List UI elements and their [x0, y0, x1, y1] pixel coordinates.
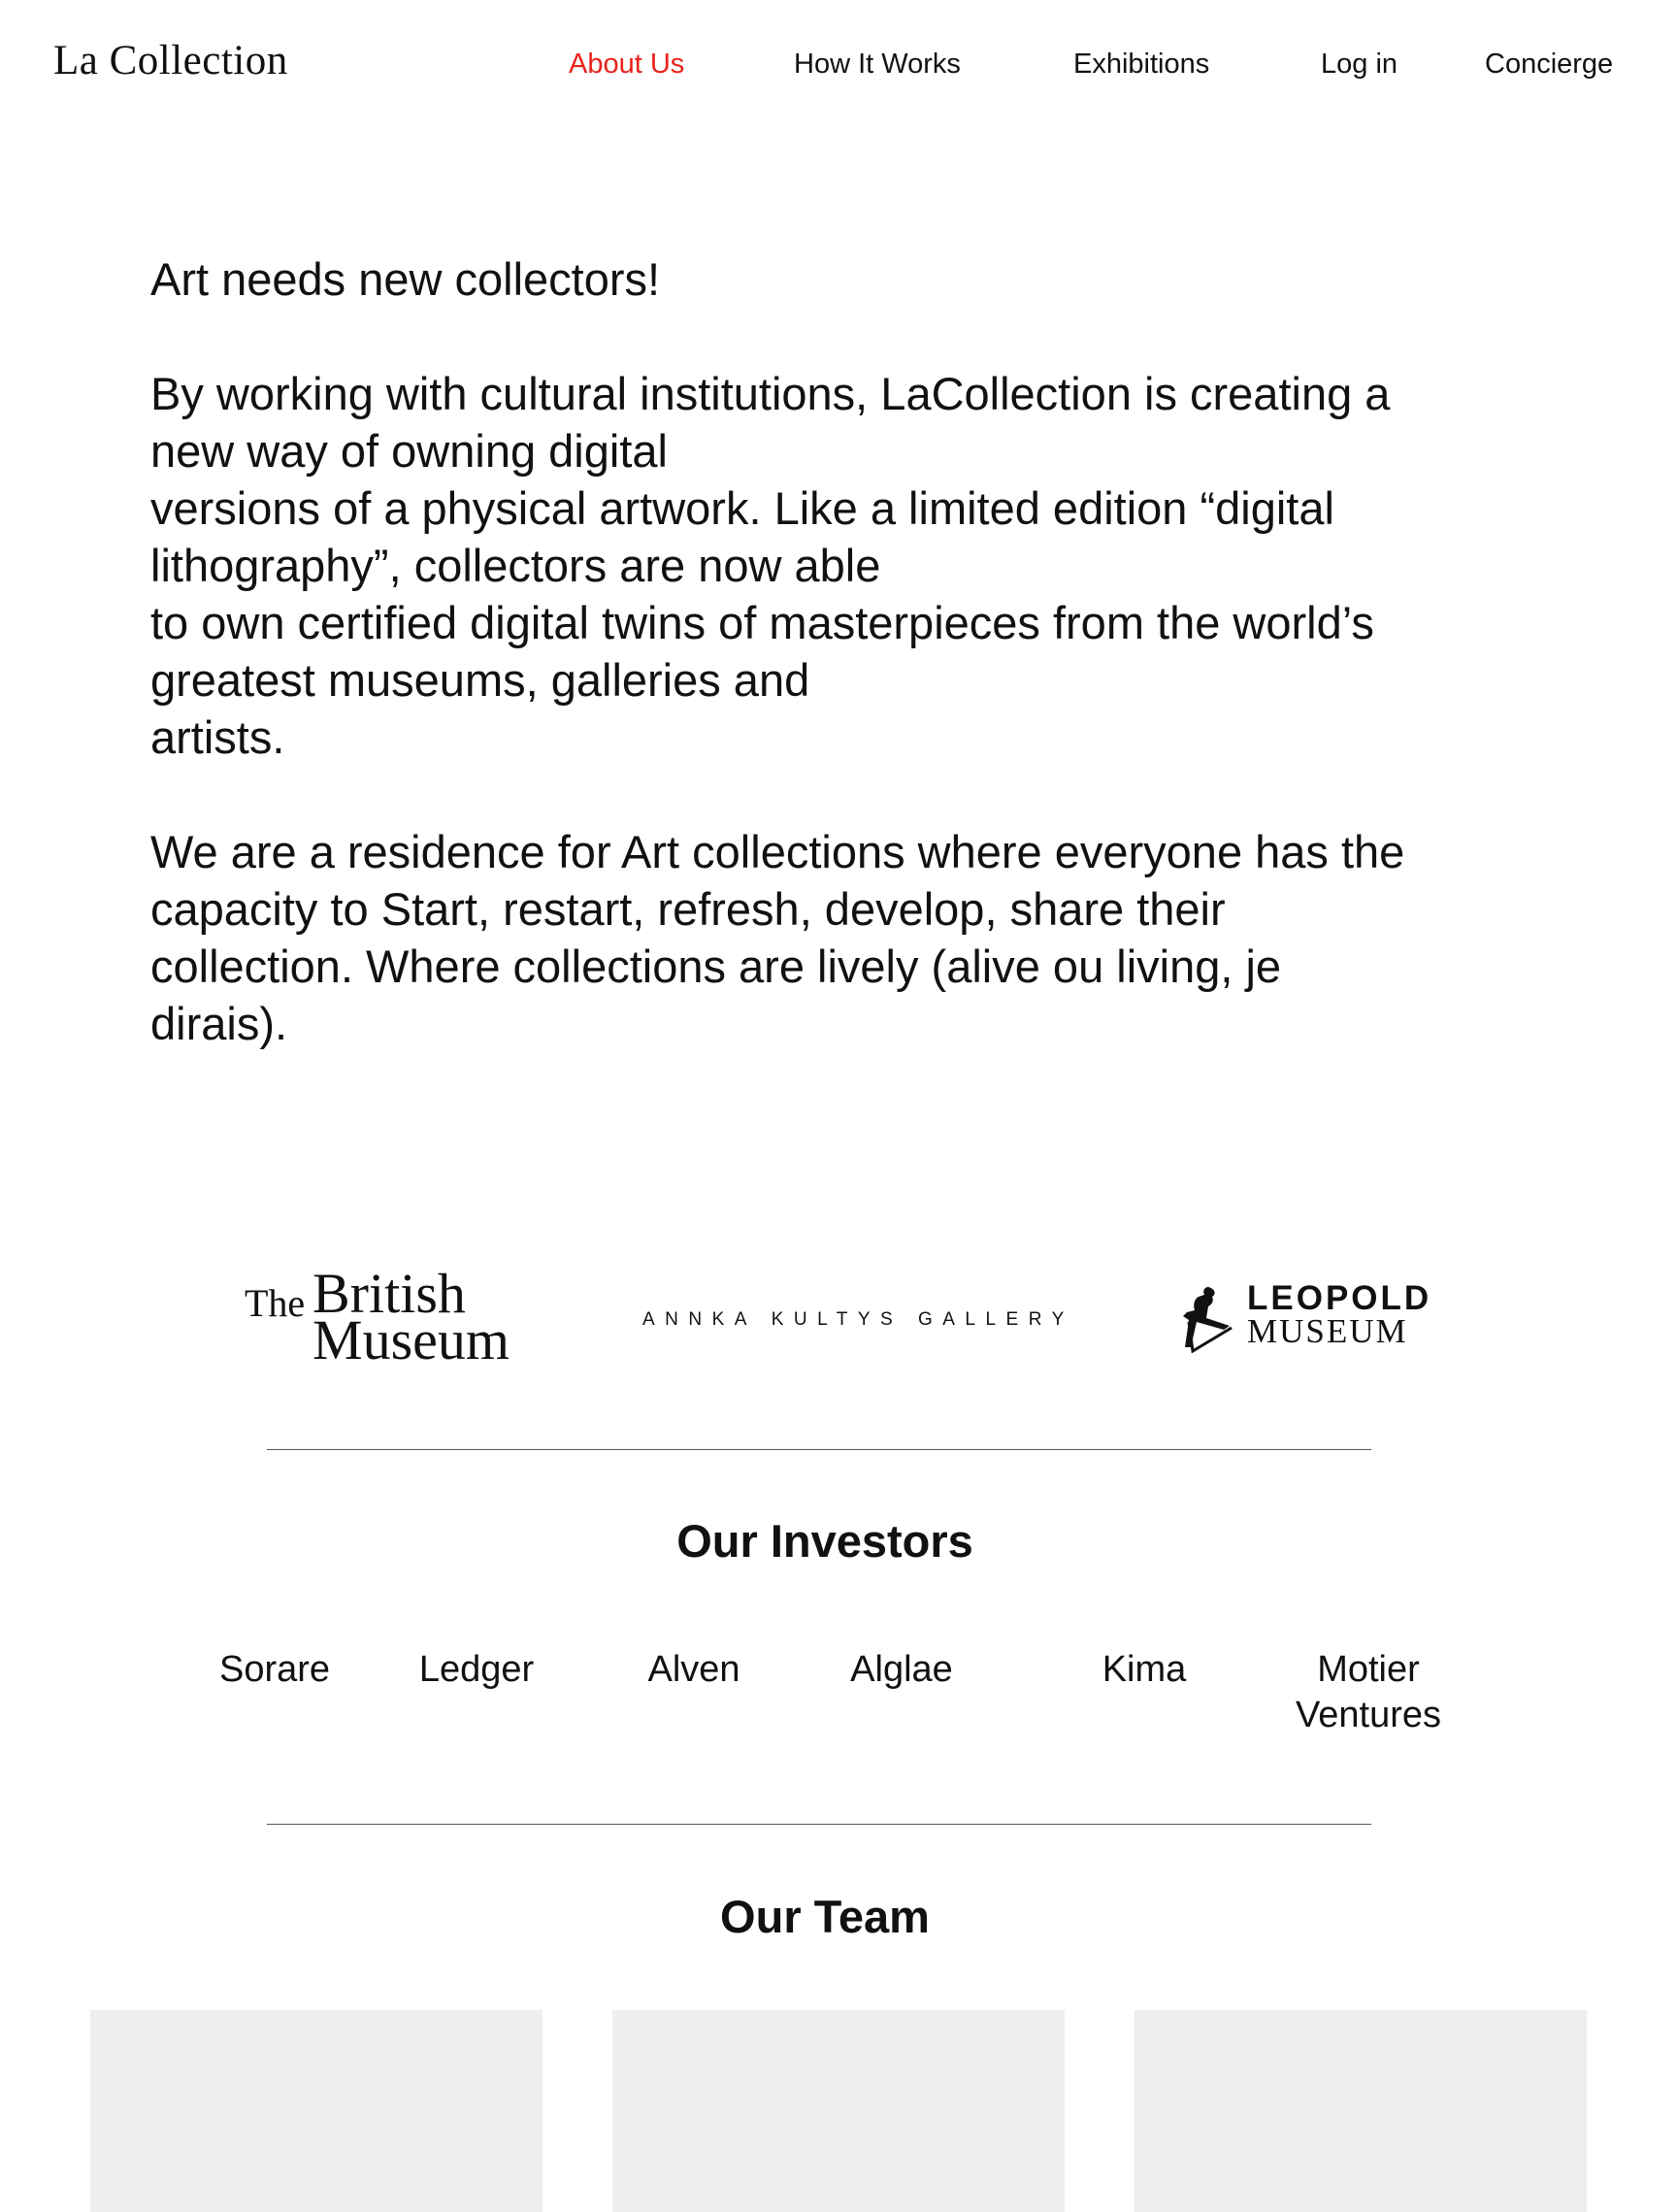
- about-intro: [150, 250, 1529, 1052]
- leopold-line1: LEOPOLD: [1247, 1279, 1432, 1317]
- team-member-card[interactable]: [612, 2010, 1065, 2212]
- intro-p1-line: versions of a physical artwork. Like a limited edition “digital: [150, 482, 1334, 534]
- investor-alven: Alven: [647, 1649, 740, 1690]
- nav-log-in[interactable]: Log in: [1321, 49, 1398, 80]
- intro-p1-line: lithography”, collectors are now able: [150, 540, 881, 591]
- intro-p1-line: to own certified digital twins of masterpieces from the world’s: [150, 597, 1374, 648]
- section-divider: [267, 1824, 1371, 1825]
- investor-motier-ventures: Motier Ventures: [1296, 1649, 1441, 1735]
- intro-p1-line: new way of owning digital: [150, 425, 668, 477]
- investor-ledger: Ledger: [418, 1649, 535, 1690]
- investor-sorare: Sorare: [218, 1649, 331, 1690]
- investor-alglae: Alglae: [850, 1649, 953, 1690]
- intro-p1-line: artists.: [150, 711, 285, 763]
- leopold-figure-icon: [1179, 1283, 1237, 1353]
- investors-title: Our Investors: [676, 1515, 973, 1567]
- leopold-line2: MUSEUM: [1247, 1312, 1408, 1350]
- intro-p2-line: capacity to Start, restart, refresh, develop, share their: [150, 883, 1226, 935]
- intro-p1-line: greatest museums, galleries and: [150, 654, 810, 706]
- british-museum-line1: British: [312, 1262, 466, 1325]
- annka-kultys-gallery-logo: ANNKA KULTYS GALLERY: [642, 1309, 1074, 1330]
- team-member-card[interactable]: [1134, 2010, 1587, 2212]
- nav-about-us[interactable]: About Us: [569, 49, 685, 80]
- intro-paragraph-2: [150, 823, 1529, 1052]
- british-museum-the: The: [245, 1281, 306, 1325]
- leopold-museum-logo: [1179, 1279, 1441, 1357]
- nav-concierge[interactable]: Concierge: [1485, 49, 1614, 80]
- intro-p2-line: We are a residence for Art collections where everyone has the: [150, 826, 1405, 877]
- british-museum-logo: [245, 1262, 526, 1371]
- site-logo[interactable]: La Collection: [53, 38, 288, 83]
- intro-p2-line: dirais).: [150, 998, 288, 1049]
- british-museum-line2: Museum: [312, 1308, 510, 1371]
- team-title: Our Team: [720, 1891, 930, 1942]
- intro-p1-line: By working with cultural institutions, LaCollection is creating a: [150, 368, 1391, 419]
- nav-exhibitions[interactable]: Exhibitions: [1073, 49, 1210, 80]
- nav-how-it-works[interactable]: How It Works: [794, 49, 961, 80]
- intro-p2-line: collection. Where collections are lively (alive ou living, je: [150, 941, 1282, 992]
- investor-kima: Kima: [1102, 1649, 1187, 1690]
- site-header: [0, 0, 1677, 136]
- section-divider: [267, 1449, 1371, 1450]
- team-member-card[interactable]: [90, 2010, 543, 2212]
- intro-paragraph-1: [150, 365, 1529, 766]
- intro-heading: Art needs new collectors!: [150, 253, 661, 305]
